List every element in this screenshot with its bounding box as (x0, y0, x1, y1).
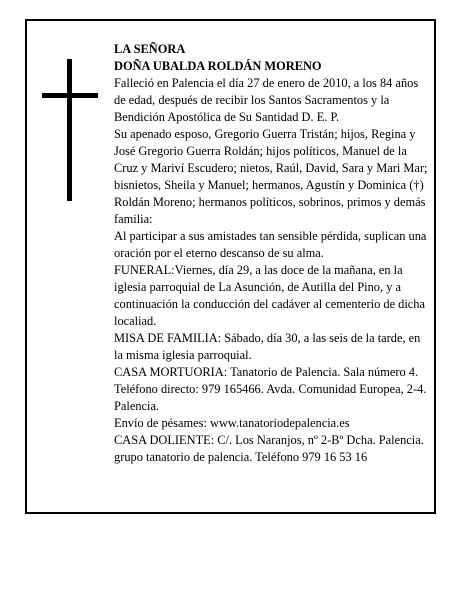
cross-horizontal-bar (42, 93, 98, 98)
latin-cross-icon (42, 59, 102, 201)
obituary-card (25, 19, 436, 514)
family-mass-info: MISA DE FAMILIA: Sábado, día 30, a las seis de la tarde, en la misma iglesia parroquial. (114, 331, 421, 362)
death-announcement: Falleció en Palencia el día 27 de enero de 2010, a los 84 años de edad, después de recibir los Santos Sacramentos y la Bendición Apostólica de Su Santidad D. E. P. (114, 76, 419, 124)
obituary-title-line2: DOÑA UBALDA ROLDÁN MORENO (114, 59, 322, 73)
obituary-title-line1: LA SEÑORA (114, 42, 186, 56)
mortuary-info: CASA MORTUORIA: Tanatorio de Palencia. Sala número 4. Teléfono directo: 979 165466. Avda. Comunidad Europea, 2-4. Palencia. (114, 365, 427, 413)
funeral-home-phone: grupo tanatorio de palencia. Teléfono 979 16 53 16 (114, 450, 368, 464)
funeral-info: FUNERAL:Viernes, día 29, a las doce de la mañana, en la iglesia parroquial de La Asunción, de Autilla del Pino, y a continuación la conducción del cadáver al cementerio de dicha localiad. (114, 263, 425, 328)
cross-vertical-bar (67, 59, 72, 201)
condolences-website: Envío de pésames: www.tanatoriodepalencia.es (114, 416, 350, 430)
obituary-text (114, 41, 432, 466)
prayer-request: Al participar a sus amistades tan sensible pérdida, suplican una oración por el eterno descanso de su alma. (114, 229, 427, 260)
family-home-address: CASA DOLIENTE: C/. Los Naranjos, nº 2-Bº Dcha. Palencia. (114, 433, 424, 447)
family-list: Su apenado esposo, Gregorio Guerra Tristán; hijos, Regina y José Gregorio Guerra Roldán; hijos políticos, Manuel de la Cruz y Mariví Escudero; nietos, Raúl, David, Sara y Mari Mar; bisnietos, Sheila y Manuel; hermanos, Agustín y Dominica (†) Roldán Moreno; hermanos políticos, sobrinos, primos y demás familia: (114, 127, 428, 226)
